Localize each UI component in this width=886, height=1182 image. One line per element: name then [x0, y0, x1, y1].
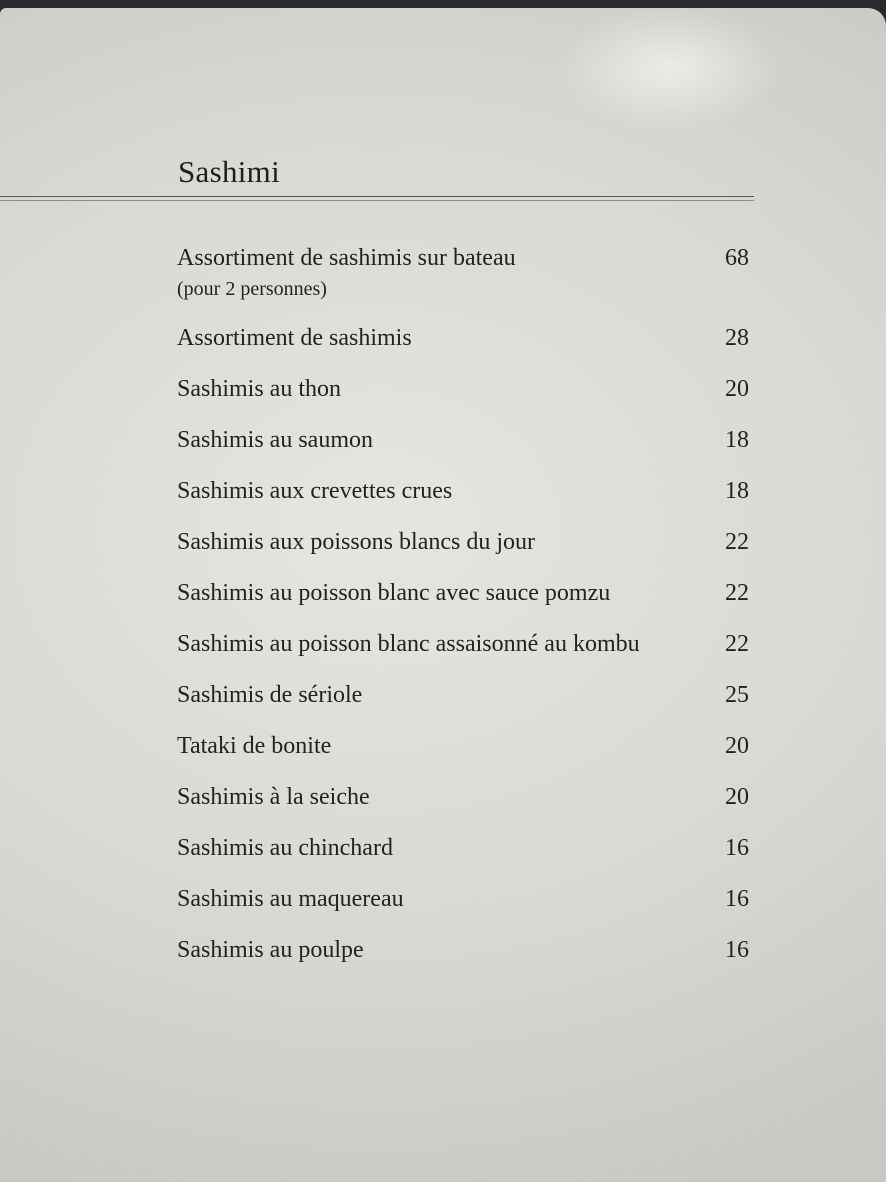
menu-item-price: 22	[725, 529, 749, 555]
menu-item-name: Sashimis au saumon	[177, 427, 373, 453]
menu-item-price: 25	[725, 682, 749, 708]
menu-item-name: Sashimis au thon	[177, 376, 342, 402]
menu-item	[177, 476, 749, 506]
menu-item	[177, 425, 749, 455]
menu-item-price: 16	[725, 937, 749, 963]
menu-item-name: Sashimis au poisson blanc avec sauce pomzu	[177, 580, 611, 606]
menu-item-name: Sashimis au maquereau	[177, 886, 404, 912]
menu-item-name: Sashimis aux crevettes crues	[177, 478, 453, 504]
menu-item-price: 20	[725, 376, 749, 402]
menu-item-name: Assortiment de sashimis	[177, 325, 412, 351]
menu-item-name: Sashimis de sériole	[177, 682, 363, 708]
menu-item	[177, 527, 749, 557]
menu-item-price: 22	[725, 580, 749, 606]
menu-item-price: 22	[725, 631, 749, 657]
menu-item	[177, 680, 749, 710]
menu-item	[177, 935, 749, 965]
menu-item	[177, 243, 749, 302]
menu-item	[177, 629, 749, 659]
menu-item-price: 16	[725, 835, 749, 861]
menu-item-price: 20	[725, 784, 749, 810]
menu-item-name: Sashimis au poulpe	[177, 937, 364, 963]
menu-item-note: (pour 2 personnes)	[177, 278, 327, 300]
menu-item-name: Sashimis au chinchard	[177, 835, 393, 861]
menu-item-price: 18	[725, 478, 749, 504]
section-divider	[0, 196, 754, 201]
menu-item	[177, 884, 749, 914]
menu-page	[0, 8, 886, 1182]
menu-item	[177, 374, 749, 404]
menu-item-name: Sashimis à la seiche	[177, 784, 370, 810]
menu-item-name: Tataki de bonite	[177, 733, 332, 759]
menu-item	[177, 782, 749, 812]
menu-item-price: 16	[725, 886, 749, 912]
menu-item	[177, 833, 749, 863]
menu-item-name: Sashimis au poisson blanc assaisonné au kombu	[177, 631, 640, 657]
menu-item-name: Assortiment de sashimis sur bateau	[177, 245, 516, 271]
menu-item-name: Sashimis aux poissons blancs du jour	[177, 529, 535, 555]
menu-item-price: 28	[725, 325, 749, 351]
menu-item-price: 20	[725, 733, 749, 759]
menu-item	[177, 731, 749, 761]
menu-item-price: 18	[725, 427, 749, 453]
menu-item	[177, 578, 749, 608]
menu-item-list	[177, 243, 749, 986]
menu-item-price: 68	[725, 245, 749, 271]
section-title: Sashimi	[178, 154, 281, 189]
menu-item	[177, 323, 749, 353]
